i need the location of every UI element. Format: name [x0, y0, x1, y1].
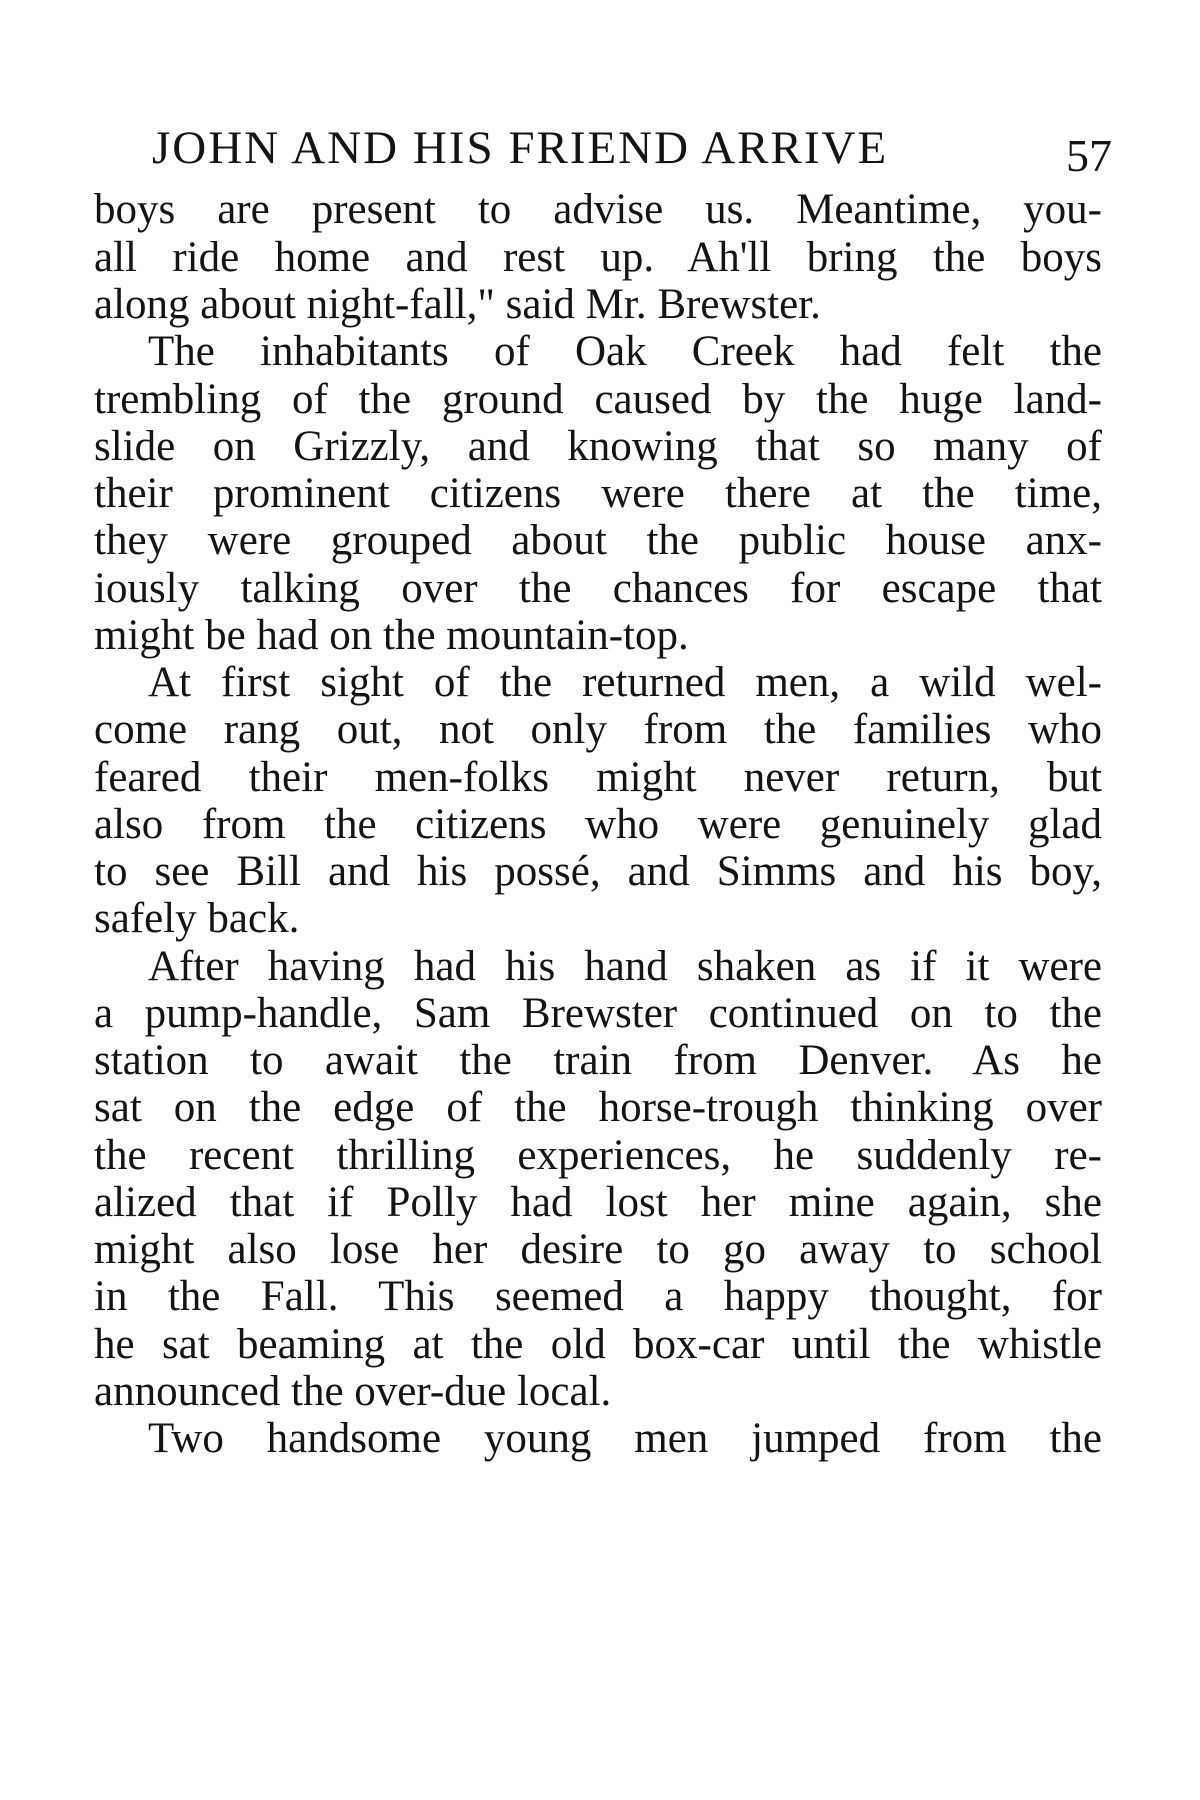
text-line: in the Fall. This seemed a happy thought, for	[94, 1273, 1102, 1320]
text-line: sat on the edge of the horse-trough thinking over	[94, 1084, 1102, 1131]
text-line: might be had on the mountain-top.	[94, 612, 689, 659]
text-line: feared their men-folks might never return, but	[94, 754, 1102, 801]
text-line: slide on Grizzly, and knowing that so many of	[94, 423, 1102, 470]
text-line: The inhabitants of Oak Creek had felt the	[148, 328, 1102, 375]
text-line: alized that if Polly had lost her mine again, she	[94, 1179, 1102, 1226]
text-line: safely back.	[94, 895, 300, 942]
text-line: At first sight of the returned men, a wild wel-	[148, 659, 1102, 706]
text-line: announced the over-due local.	[94, 1368, 612, 1415]
text-line: might also lose her desire to go away to school	[94, 1226, 1102, 1273]
text-line: station to await the train from Denver. As he	[94, 1037, 1102, 1084]
text-line: the recent thrilling experiences, he suddenly re-	[94, 1132, 1102, 1179]
text-line: a pump-handle, Sam Brewster continued on to the	[94, 990, 1102, 1037]
page-number: 57	[1066, 130, 1112, 181]
text-line: along about night-fall," said Mr. Brewster.	[94, 281, 821, 328]
text-line: Two handsome young men jumped from the	[148, 1415, 1102, 1462]
text-line: all ride home and rest up. Ah'll bring the boys	[94, 234, 1102, 281]
text-line: they were grouped about the public house anx-	[94, 517, 1102, 564]
text-line: trembling of the ground caused by the huge land-	[94, 376, 1102, 423]
text-line: also from the citizens who were genuinely glad	[94, 801, 1102, 848]
text-line: iously talking over the chances for escape that	[94, 565, 1102, 612]
text-line: he sat beaming at the old box-car until the whistle	[94, 1321, 1102, 1368]
text-line: boys are present to advise us. Meantime, you-	[94, 186, 1102, 233]
text-line: After having had his hand shaken as if it were	[148, 943, 1102, 990]
text-line: to see Bill and his possé, and Simms and his boy,	[94, 848, 1102, 895]
text-line: their prominent citizens were there at the time,	[94, 470, 1102, 517]
chapter-title: JOHN AND HIS FRIEND ARRIVE	[152, 122, 889, 174]
running-head	[152, 118, 1112, 181]
text-line: come rang out, not only from the families who	[94, 706, 1102, 753]
